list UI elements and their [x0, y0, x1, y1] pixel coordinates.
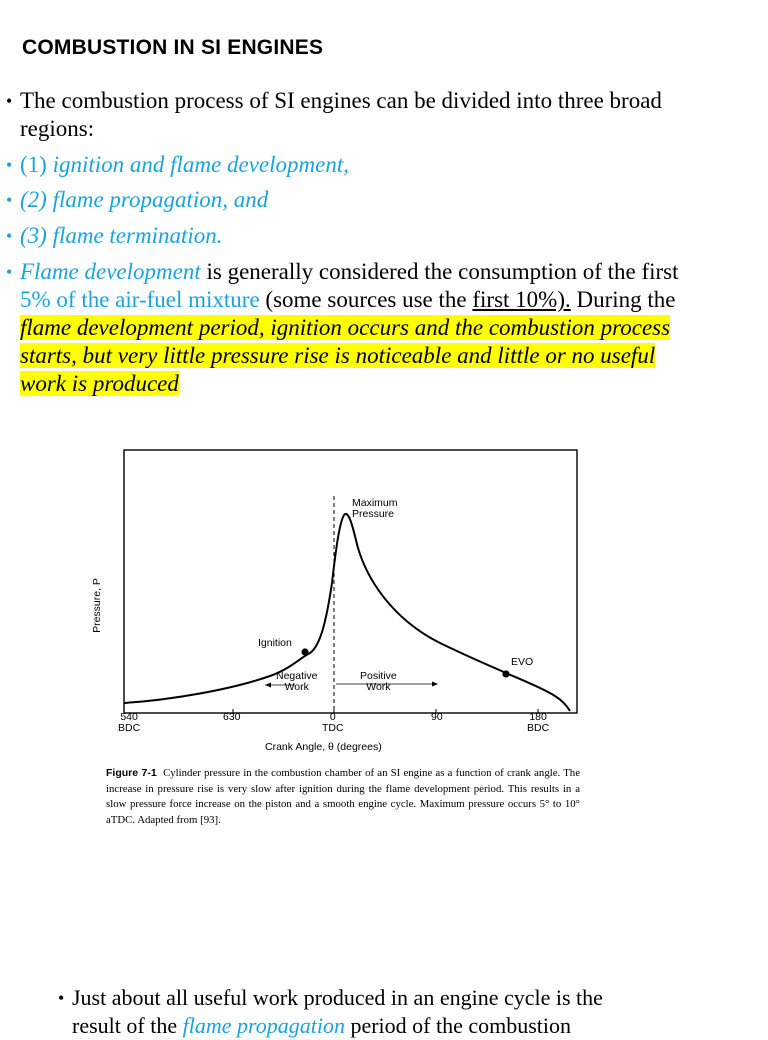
arrow-head-left	[265, 683, 271, 688]
flame-development-term: Flame development	[20, 259, 201, 284]
caption-text: Cylinder pressure in the combustion chamber of an SI engine as a function of crank angle. The increase in pressure rise is very slow after ignition during the flame development period. This results in a slow pressure force increase on the piston and a smooth engine cycle. Maximum pressure occurs 5° to 10° aTDC. Adapted from [93].	[106, 767, 580, 826]
positive-work-label: Positive Work	[360, 670, 397, 693]
paragraph-regions-line2: regions:	[20, 116, 95, 141]
bullet-icon: •	[6, 190, 13, 210]
paragraph-regions	[6, 87, 662, 143]
evo-label: EVO	[511, 656, 534, 668]
text-run: is generally considered the consumption of the first	[200, 259, 679, 284]
highlighted-text: work is produced	[20, 371, 179, 396]
bullet-icon: •	[6, 91, 13, 111]
region-text: (3) flame termination.	[20, 223, 223, 248]
caption-label: Figure 7-1	[106, 767, 157, 779]
text-line: Just about all useful work produced in an engine cycle is the	[72, 985, 603, 1010]
flame-propagation-term: flame propagation	[182, 1013, 345, 1038]
blue-phrase: 5% of the air-fuel mixture	[20, 287, 260, 312]
paragraph-useful-work	[58, 984, 603, 1040]
region-number: (1)	[20, 152, 47, 177]
pressure-curve	[124, 514, 570, 711]
region-text: ignition and flame development,	[46, 152, 349, 177]
bullet-icon: •	[6, 226, 13, 246]
bullet-icon: •	[6, 155, 13, 175]
figure-caption	[106, 766, 580, 828]
pressure-curve-diagram	[100, 448, 585, 718]
region-item-1	[6, 151, 349, 179]
bullet-icon: •	[6, 262, 13, 282]
tick-label: 540 BDC	[118, 711, 141, 734]
negative-work-label: Negative Work	[276, 670, 318, 693]
text-run: period of the combustion	[344, 1013, 572, 1038]
pressure-crank-angle-figure	[90, 448, 585, 718]
region-item-2	[6, 186, 268, 214]
page-title: COMBUSTION IN SI ENGINES	[22, 36, 324, 59]
paragraph-regions-line1: The combustion process of SI engines can be divided into three broad	[20, 88, 662, 113]
region-text: (2) flame propagation, and	[20, 187, 269, 212]
tick-label: 630	[223, 711, 241, 723]
tick-label: 90	[431, 711, 443, 723]
ignition-point	[301, 648, 308, 655]
tick-label: 0 TDC	[322, 711, 344, 734]
region-item-3	[6, 222, 223, 250]
evo-point	[502, 670, 509, 677]
x-axis-label: Crank Angle, θ (degrees)	[265, 741, 382, 753]
highlighted-text: flame development period, ignition occurs and the combustion process	[20, 315, 671, 340]
highlighted-text: starts, but very little pressure rise is noticeable and little or no useful	[20, 343, 656, 368]
bullet-icon: •	[58, 988, 65, 1008]
max-pressure-label: Maximum Pressure	[352, 497, 398, 520]
underlined-phrase: first 10%).	[472, 287, 571, 312]
text-run: (some sources use the	[259, 287, 473, 312]
arrow-head-right	[432, 682, 438, 687]
ignition-label: Ignition	[258, 637, 292, 649]
paragraph-flame-development	[6, 258, 679, 398]
y-axis-label: Pressure, P	[90, 578, 103, 633]
tick-label: 180 BDC	[527, 711, 550, 734]
text-run: During the	[570, 287, 676, 312]
text-run: result of the	[72, 1013, 183, 1038]
